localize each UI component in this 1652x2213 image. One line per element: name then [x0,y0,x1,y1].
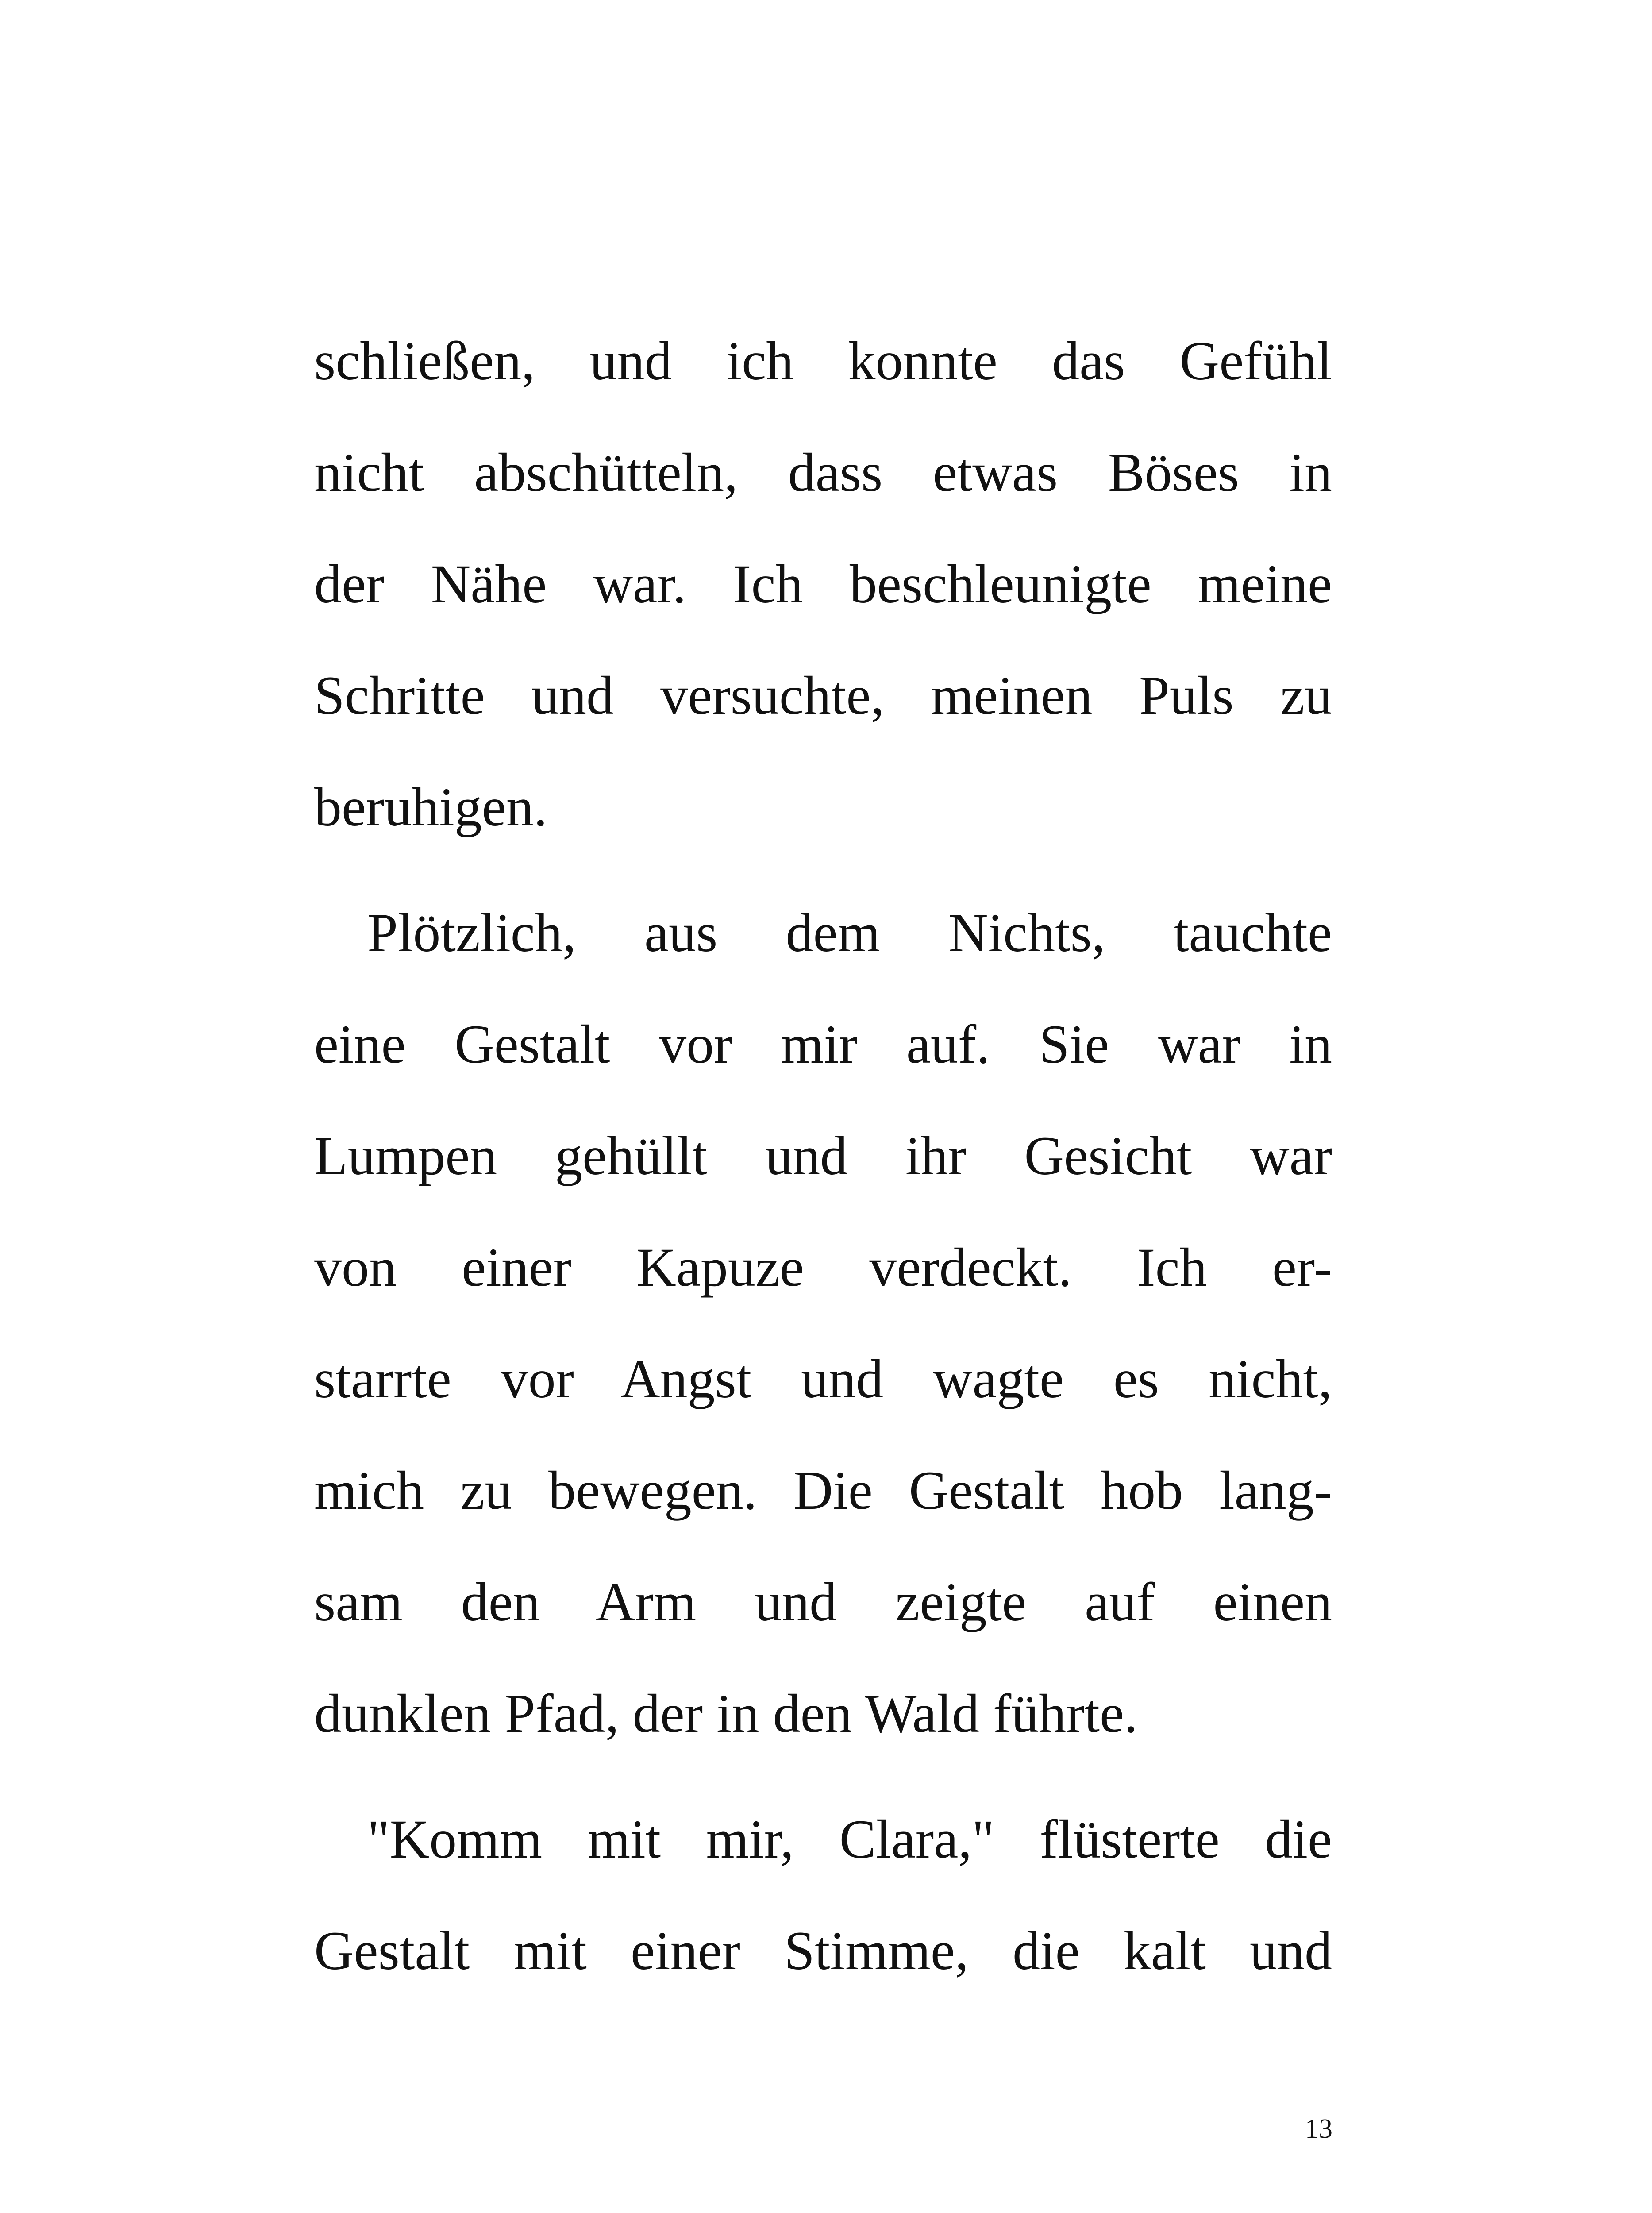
text-line: der Nähe war. Ich beschleunigte meine [314,554,1332,614]
text-line: "Komm mit mir, Clara," flüsterte die [367,1809,1332,1870]
text-line: Gestalt mit einer Stimme, die kalt und [314,1920,1332,1981]
text-line: Schritte und versuchte, meinen Puls zu [314,665,1332,726]
paragraph-2 [314,877,1332,1770]
text-line: eine Gestalt vor mir auf. Sie war in [314,1014,1332,1075]
text-line: starrte vor Angst und wagte es nicht, [314,1349,1332,1409]
paragraph-3 [314,1784,1332,2007]
text-line: dunklen Pfad, der in den Wald führte. [314,1683,1138,1744]
text-line: von einer Kapuze verdeckt. Ich er- [314,1237,1332,1298]
text-line: Plötzlich, aus dem Nichts, tauchte [367,902,1332,963]
body-text [314,305,1332,2007]
page-number: 13 [1305,2114,1332,2144]
text-line: mich zu bewegen. Die Gestalt hob lang- [314,1460,1332,1521]
text-line: sam den Arm und zeigte auf einen [314,1572,1332,1632]
paragraph-1 [314,305,1332,863]
text-line: Lumpen gehüllt und ihr Gesicht war [314,1126,1332,1186]
text-line: nicht abschütteln, dass etwas Böses in [314,442,1332,503]
text-line: schließen, und ich konnte das Gefühl [314,331,1332,391]
text-line: beruhigen. [314,777,547,837]
